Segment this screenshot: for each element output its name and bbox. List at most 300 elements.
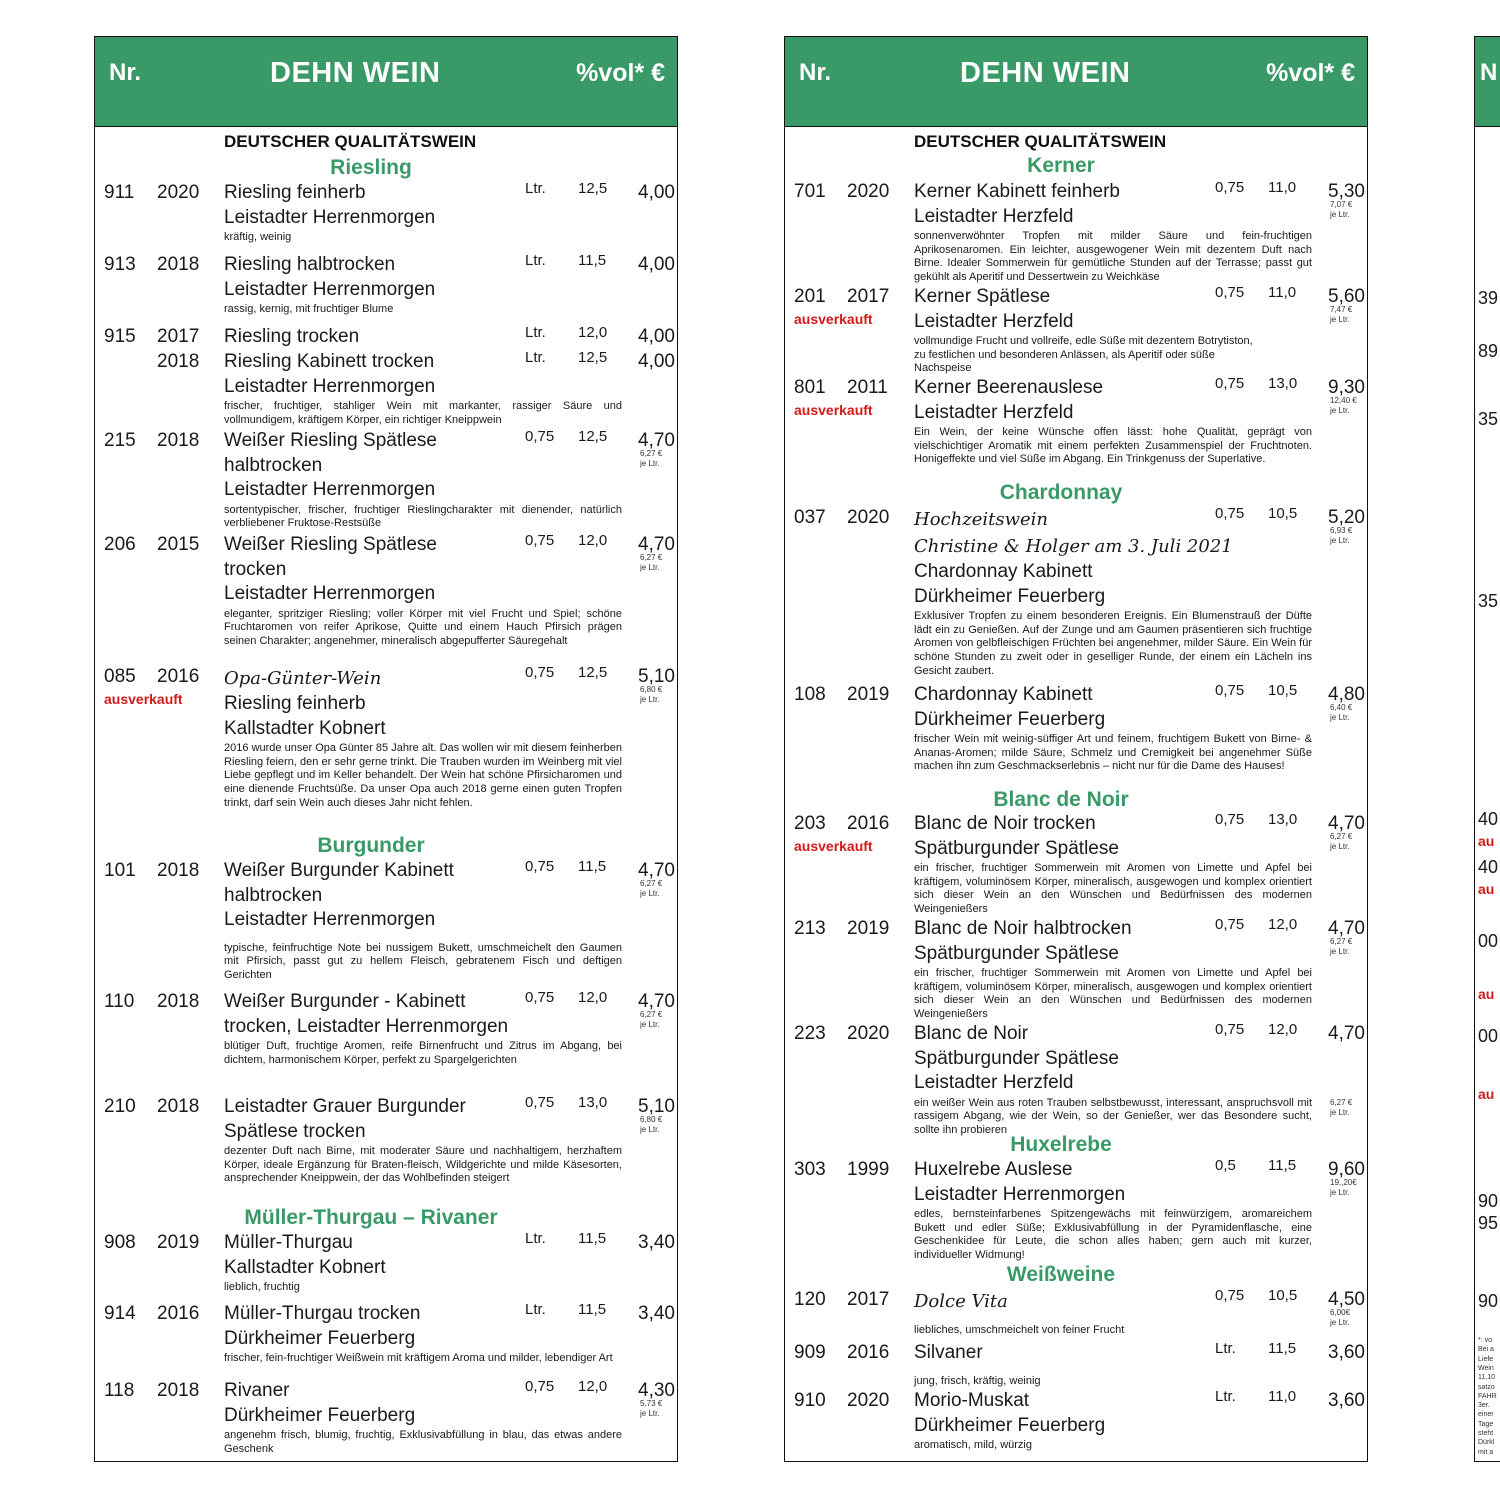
wine-vintage: 2018 xyxy=(157,860,200,881)
wine-tasting-notes: Exklusiver Tropfen zu einem besonderen Ereignis. Ein Blumenstrauß der Düfte lädt ein zu Genießen. Auf der Zunge und am Gaumen präsentieren sich fruchtige Aromen von gelbfleischigen Früchten bei angenehmer, milder Säure. Ein Wein für schöne Stunden zu zweit oder in geselliger Runde, der einem ein Lächeln ins Gesicht zaubert. xyxy=(914,610,1312,677)
wine-tasting-notes: aromatisch, mild, würzig xyxy=(914,1439,1032,1451)
wine-number: 914 xyxy=(104,1303,136,1324)
wine-special-name: Opa-Günter-Wein xyxy=(224,668,382,689)
wine-name: Blanc de Noir halbtrocken xyxy=(914,918,1132,939)
price-per-liter-unit: je Ltr. xyxy=(1330,713,1350,722)
category-heading: Burgunder xyxy=(317,834,425,857)
price-per-liter-unit: je Ltr. xyxy=(640,1020,660,1029)
price: 4,70 xyxy=(638,991,675,1012)
wine-description-block xyxy=(914,1341,1312,1388)
wine-number-fragment: 40 xyxy=(1478,857,1499,877)
wine-tasting-notes: frischer Wein mit weinig-süffiger Art und feinem, fruchtigem Bukett von Birne- & Ananas-Aromen; milde Säure, Schmelz und Cremigkeit bei angenehmer Süße machen ihn zum Geschmackserlebnis – nicht nur für die Dame des Hauses! xyxy=(914,733,1312,773)
wine-name: Spätlese trocken xyxy=(224,1120,366,1142)
wine-tasting-notes: dezenter Duft nach Birne, mit moderater Säure und nachhaltigem, herzhaftem Körper, ideale Ergänzung für Braten-fleisch, Wildgerichte und milde Käsesorten, ansprechender Kneippwein, der das Wohlbefinden steigert xyxy=(224,1145,622,1185)
wine-number: 701 xyxy=(794,181,826,202)
wine-vintage: 2016 xyxy=(847,813,890,834)
wine-vintage: 2017 xyxy=(157,326,200,347)
wine-description-block xyxy=(914,1158,1312,1263)
wine-name: Leistadter Grauer Burgunder xyxy=(224,1096,466,1117)
wine-vintage: 2015 xyxy=(157,534,200,555)
bottle-volume: 0,75 xyxy=(1215,1021,1245,1038)
price-per-liter-value: 6,27 € xyxy=(1330,1098,1353,1107)
wine-description-block xyxy=(224,253,622,317)
alcohol-percent: 12,0 xyxy=(578,989,608,1006)
wine-number-fragment: 95 xyxy=(1478,1213,1499,1233)
wine-region: Leistadter Herrenmorgen xyxy=(224,909,436,930)
wine-name: Weißer Burgunder Kabinett xyxy=(224,860,454,881)
footnote-fragment: einer xyxy=(1478,1411,1494,1419)
wine-name: Müller-Thurgau xyxy=(224,1232,353,1253)
bottle-volume: 0,75 xyxy=(525,858,555,875)
wine-vintage: 2020 xyxy=(847,1390,890,1411)
wine-description-block xyxy=(224,665,622,811)
bottle-volume: 0,75 xyxy=(525,989,555,1006)
alcohol-percent: 11,5 xyxy=(1268,1340,1297,1357)
wine-vintage: 2017 xyxy=(847,286,890,307)
price-per-liter-unit: je Ltr. xyxy=(1330,210,1350,219)
price-per-liter-value: 7,47 € xyxy=(1330,305,1353,314)
wine-number-fragment: 00 xyxy=(1478,931,1499,951)
footnote-fragment: Dürkl xyxy=(1478,1439,1495,1447)
sold-out-badge: ausverkauft xyxy=(794,311,873,327)
category-heading: Blanc de Noir xyxy=(993,788,1129,811)
wine-tasting-notes: 2016 wurde unser Opa Günter 85 Jahre alt. Das wollen wir mit diesem feinherben Riesling feiern, den er sehr gerne trinkt. Die Trauben wurden im Weinberg mit viel Liebe gepflegt und im Keller behandelt. Der Wein hat schöne Pfirsicharomen und eine dienende Fruchtsüße. Da unser Opa auch 2018 gerne einen guten Tropfen trinkt, darf sein Wein auch dieses Jahr nicht fehlen. xyxy=(224,742,622,809)
wine-name: Kerner Spätlese xyxy=(914,286,1051,307)
wine-description-block xyxy=(914,1288,1312,1338)
price-per-liter-unit: je Ltr. xyxy=(640,695,660,704)
wine-description-block xyxy=(914,506,1312,679)
wine-vintage: 2018 xyxy=(157,1380,200,1401)
price-per-liter-unit: je Ltr. xyxy=(1330,1108,1350,1117)
price-per-liter xyxy=(1330,396,1357,416)
price-per-liter-value: 6,80 € xyxy=(640,1115,663,1124)
wine-description-block xyxy=(224,533,622,649)
price: 4,70 xyxy=(638,430,675,451)
wine-vintage: 2020 xyxy=(157,182,200,203)
price: 4,70 xyxy=(1328,1023,1365,1044)
wine-name: Rivaner xyxy=(224,1380,290,1401)
wine-name: Riesling feinherb xyxy=(224,182,366,203)
price-per-liter xyxy=(640,879,662,899)
sold-out-badge-fragment: au xyxy=(1478,1086,1495,1102)
price-per-liter xyxy=(1330,937,1352,957)
wine-tasting-notes: typische, feinfruchtige Note bei nussigem Bukett, umschmeichelt den Gaumen mit Pfirsich, passt gut zu hellem Fleisch, gebratenem Fisch und deftigen Gerichten xyxy=(224,941,622,981)
wine-description-block xyxy=(914,376,1312,467)
wine-region: Dürkheimer Feuerberg xyxy=(914,1414,1106,1436)
wine-name: Silvaner xyxy=(914,1342,983,1363)
wine-number: 908 xyxy=(104,1232,136,1253)
wine-region: Leistadter Herzfeld xyxy=(914,310,1074,332)
alcohol-percent: 12,0 xyxy=(578,532,608,549)
wine-name: Riesling halbtrocken xyxy=(224,254,396,275)
wine-number: 085 xyxy=(104,666,136,687)
wine-region: Dürkheimer Feuerberg xyxy=(914,585,1106,607)
wine-number: 913 xyxy=(104,254,136,275)
wine-tasting-notes: liebliches, umschmeichelt von feiner Frucht xyxy=(914,1324,1125,1336)
wine-number: 303 xyxy=(794,1159,826,1180)
price-per-liter-value: 6,27 € xyxy=(640,553,663,562)
wine-description-block xyxy=(914,1022,1312,1138)
section-label: DEUTSCHER QUALITÄTSWEIN xyxy=(224,132,477,151)
price-per-liter-unit: je Ltr. xyxy=(1330,947,1350,956)
alcohol-percent: 10,5 xyxy=(1268,505,1298,522)
wine-name: Kerner Beerenauslese xyxy=(914,377,1104,398)
price-per-liter-unit: je Ltr. xyxy=(640,1125,660,1134)
price: 4,00 xyxy=(638,326,675,347)
wine-description-block xyxy=(914,1389,1312,1453)
column-header xyxy=(1475,37,1500,127)
alcohol-percent: 12,5 xyxy=(578,349,608,366)
alcohol-percent: 11,0 xyxy=(1268,284,1297,301)
alcohol-percent: 11,5 xyxy=(578,858,607,875)
wine-number-fragment: 35 xyxy=(1478,591,1499,611)
category-heading: Riesling xyxy=(330,156,412,179)
footnote-fragment: 3er. xyxy=(1478,1402,1490,1410)
alcohol-percent: 12,5 xyxy=(578,180,608,197)
sold-out-badge: ausverkauft xyxy=(794,402,873,418)
price-per-liter-unit: je Ltr. xyxy=(1330,536,1350,545)
bottle-volume: Ltr. xyxy=(525,1230,546,1247)
footnote-fragment: Tage xyxy=(1478,1420,1494,1428)
price: 3,60 xyxy=(1328,1342,1365,1363)
footnote-fragment: Bei a xyxy=(1478,1346,1494,1354)
category-heading: Chardonnay xyxy=(999,481,1123,504)
price-per-liter xyxy=(640,553,662,573)
wine-number: 110 xyxy=(104,991,135,1012)
wine-number: 120 xyxy=(794,1289,826,1310)
price-per-liter-unit: je Ltr. xyxy=(640,889,660,898)
wine-region: Leistadter Herrenmorgen xyxy=(914,1183,1126,1205)
wine-region: Leistadter Herzfeld xyxy=(914,1072,1074,1093)
wine-vintage: 2011 xyxy=(847,377,888,398)
wine-special-name: Hochzeitswein xyxy=(914,509,1048,530)
wine-tasting-notes: blütiger Duft, fruchtige Aromen, reife Birnenfrucht und Zitrus im Abgang, bei dichtem, harmonischem Körper, perfekt zu Spargelgerichten xyxy=(224,1040,622,1066)
price-per-liter xyxy=(1330,526,1352,546)
wine-vintage: 2018 xyxy=(157,1096,200,1117)
bottle-volume: 0,75 xyxy=(1215,505,1245,522)
wine-name: halbtrocken xyxy=(224,884,323,906)
wine-number: 101 xyxy=(104,860,136,881)
price: 4,80 xyxy=(1328,684,1365,705)
wine-tasting-notes: angenehm frisch, blumig, fruchtig, Exklusivabfüllung in blau, das etwas andere Geschenk xyxy=(224,1429,622,1455)
wine-list-column-1 xyxy=(94,36,678,1462)
wine-vintage: 2020 xyxy=(847,1023,890,1044)
wine-tasting-notes: sortentypischer, frischer, fruchtiger Rieslingcharakter mit dienender, natürlich verbliebener Fruktose-Restsüße xyxy=(224,503,622,530)
price-per-liter-value: 12,40 € xyxy=(1330,396,1357,405)
wine-special-name: Dolce Vita xyxy=(914,1291,1008,1312)
wine-region: Kallstadter Kobnert xyxy=(224,717,386,739)
wine-vintage: 2016 xyxy=(157,666,200,687)
alcohol-percent: 11,5 xyxy=(578,1230,607,1247)
price: 5,30 xyxy=(1328,181,1365,202)
bottle-volume: Ltr. xyxy=(1215,1388,1236,1405)
bottle-volume: 0,75 xyxy=(525,664,555,681)
price: 3,40 xyxy=(638,1232,675,1253)
wine-vintage: 2020 xyxy=(847,181,890,202)
header-vol-price: %vol* € xyxy=(576,59,665,87)
wine-region: Leistadter Herrenmorgen xyxy=(224,583,436,604)
alcohol-percent: 11,5 xyxy=(578,252,607,269)
wine-tasting-notes: edles, bernsteinfarbenes Spitzengewächs mit feinwürzigem, aromareichem Bukett und edler Süße; Exklusivabfüllung in der Pyramidenflasche, eine Geschenkidee für Leute, die schon alles haben; gern auch mit kurzer, individueller Widmung! xyxy=(914,1208,1312,1262)
wine-tasting-notes: Ein Wein, der keine Wünsche offen lässt: hohe Qualität, geprägt von vielschichtiger Aromatik mit einem perfekten Zusammenspiel der Fruchtnoten. Honigeffekte und viel Süße im Abgang. Ein Trinkgenuss der Superlative. xyxy=(914,426,1312,466)
wine-number: 210 xyxy=(104,1096,136,1117)
price: 4,30 xyxy=(638,1380,675,1401)
wine-tasting-notes: rassig, kernig, mit fruchtiger Blume xyxy=(224,303,394,315)
price: 4,00 xyxy=(638,351,675,372)
sold-out-badge-fragment: au xyxy=(1478,881,1495,897)
wine-vintage: 2016 xyxy=(847,1342,890,1363)
alcohol-percent: 13,0 xyxy=(1268,811,1298,828)
bottle-volume: Ltr. xyxy=(1215,1340,1236,1357)
wine-tasting-notes: ein weißer Wein aus roten Trauben selbstbewusst, interessant, anspruchsvoll mit rassigem Abgang, wie der Wein, so der Genießer, wer das Besondere sucht, sollte ihn probieren xyxy=(914,1096,1312,1136)
price-per-liter xyxy=(1330,832,1352,852)
bottle-volume: Ltr. xyxy=(525,180,546,197)
wine-region: Leistadter Herrenmorgen xyxy=(224,479,436,500)
alcohol-percent: 12,5 xyxy=(578,664,608,681)
wine-tasting-notes: vollmundige Frucht und vollreife, edle Süße mit dezentem Botrytiston, zu festlichen und besonderen Anlässen, als Aperitif oder süße Nachspeise xyxy=(914,335,1253,375)
wine-vintage: 2019 xyxy=(847,684,890,705)
alcohol-percent: 12,5 xyxy=(578,428,608,445)
price: 3,40 xyxy=(638,1303,675,1324)
wine-tasting-notes: sonnenverwöhnter Tropfen mit milder Säure und fein-fruchtigen Aprikosenaromen. Ein leichter, ausgewogener Wein mit dezentem Duft nach Birne. Idealer Sommerwein für gemütliche Stunden auf der Terrasse; passt gut gekühlt als Aperitif und Dessertwein zu Weichkäse xyxy=(914,230,1312,284)
wine-number-fragment: 89 xyxy=(1478,341,1499,361)
wine-number: 108 xyxy=(794,684,826,705)
alcohol-percent: 13,0 xyxy=(1268,375,1298,392)
price-per-liter-unit: je Ltr. xyxy=(1330,1188,1350,1197)
price: 9,30 xyxy=(1328,377,1365,398)
price: 5,60 xyxy=(1328,286,1365,307)
price: 5,10 xyxy=(638,1096,675,1117)
wine-name: Blanc de Noir xyxy=(914,1023,1029,1044)
footnote-fragment: 11,10 xyxy=(1478,1374,1495,1382)
alcohol-percent: 11,0 xyxy=(1268,1388,1297,1405)
wine-tasting-notes: frischer, fein-fruchtiger Weißwein mit kräftigem Aroma und milder, lebendiger Art xyxy=(224,1352,613,1364)
sold-out-badge: ausverkauft xyxy=(794,838,873,854)
wine-number-fragment: 00 xyxy=(1478,1026,1499,1046)
wine-number: 910 xyxy=(794,1390,826,1411)
wine-name: Kerner Kabinett feinherb xyxy=(914,181,1120,202)
price-per-liter-unit: je Ltr. xyxy=(640,459,660,468)
wine-tasting-notes: ein frischer, fruchtiger Sommerwein mit Aromen von Limette und Apfel bei kräftigem, voluminösem Körper, mineralisch, ausgewogen und komplex orientiert sich dieser Wein an den Wünschen und Bedürfnissen des modernen Weingenießers xyxy=(914,862,1312,916)
price-per-liter-value: 6,27 € xyxy=(1330,832,1353,841)
footnote-fragment: mit a xyxy=(1478,1448,1494,1456)
wine-number: 201 xyxy=(794,286,826,307)
wine-name: Blanc de Noir trocken xyxy=(914,813,1096,834)
price: 4,70 xyxy=(1328,813,1365,834)
bottle-volume: 0,75 xyxy=(525,1378,555,1395)
wine-vintage: 2018 xyxy=(157,991,200,1012)
bottle-volume: 0,75 xyxy=(1215,682,1245,699)
bottle-volume: 0,75 xyxy=(1215,284,1245,301)
wine-description-block xyxy=(224,350,622,427)
wine-number-fragment: 40 xyxy=(1478,809,1499,829)
wine-region: Dürkheimer Feuerberg xyxy=(914,708,1106,730)
header-vol-price: %vol* € xyxy=(1266,59,1355,87)
header-nr: Nr. xyxy=(799,59,832,86)
wine-tasting-notes: eleganter, spritziger Riesling; voller Körper mit viel Frucht und Spiel; schöne Fruchtaromen von reifer Aprikose, Quitte und einem Hauch Pfirsich prägen seinen Charakter; angenehmer, mineralisch abgepufferter Säuregehalt xyxy=(224,607,622,647)
wine-list-column-3-partial xyxy=(1474,36,1500,1462)
price-per-liter-value: 6,80 € xyxy=(640,685,663,694)
wine-vintage: 2018 xyxy=(157,430,200,451)
alcohol-percent: 10,5 xyxy=(1268,682,1298,699)
price: 4,70 xyxy=(638,534,675,555)
wine-description-block xyxy=(224,181,622,245)
spacer xyxy=(224,933,622,941)
price-per-liter-value: 6,27 € xyxy=(640,879,663,888)
wine-name: Chardonnay Kabinett xyxy=(914,684,1093,705)
wine-name: Huxelrebe Auslese xyxy=(914,1159,1073,1180)
wine-region: Leistadter Herzfeld xyxy=(914,205,1074,227)
price-per-liter-value: 6,40 € xyxy=(1330,703,1353,712)
wine-number: 909 xyxy=(794,1342,826,1363)
price-per-liter xyxy=(1330,200,1352,220)
wine-name: Weißer Riesling Spätlese xyxy=(224,534,437,555)
price-per-liter-unit: je Ltr. xyxy=(1330,842,1350,851)
wine-list-column-2 xyxy=(784,36,1368,1462)
wine-description-block xyxy=(224,1231,622,1295)
wine-tasting-notes: lieblich, fruchtig xyxy=(224,1281,300,1293)
price: 4,70 xyxy=(638,860,675,881)
alcohol-percent: 10,5 xyxy=(1268,1287,1298,1304)
wine-name: Weißer Burgunder - Kabinett xyxy=(224,991,466,1012)
wine-tasting-notes: kräftig, weinig xyxy=(224,231,292,243)
price-per-liter xyxy=(1330,1098,1352,1118)
price-per-liter xyxy=(640,1010,662,1030)
price-per-liter xyxy=(640,1115,662,1135)
wine-name: Riesling trocken xyxy=(224,326,360,347)
price-per-liter-unit: je Ltr. xyxy=(640,1409,660,1418)
price-per-liter-value: 6,27 € xyxy=(640,449,663,458)
wine-vintage: 2018 xyxy=(157,254,200,275)
sold-out-badge: ausverkauft xyxy=(104,691,183,707)
wine-number: 911 xyxy=(104,182,135,203)
price-per-liter xyxy=(640,685,662,705)
wine-name: Riesling feinherb xyxy=(224,693,366,714)
price-per-liter xyxy=(640,449,662,469)
alcohol-percent: 13,0 xyxy=(578,1094,608,1111)
footnote-fragment: steht xyxy=(1478,1430,1494,1437)
price-per-liter-value: 6,93 € xyxy=(1330,526,1353,535)
bottle-volume: Ltr. xyxy=(525,349,546,366)
wine-description-block xyxy=(224,859,622,983)
wine-region: Kallstadter Kobnert xyxy=(224,1256,386,1278)
wine-name: Riesling Kabinett trocken xyxy=(224,351,435,372)
price-per-liter-value: 5,73 € xyxy=(640,1399,663,1408)
wine-vintage: 2016 xyxy=(157,1303,200,1324)
wine-description-block xyxy=(224,1379,622,1456)
alcohol-percent: 12,0 xyxy=(578,1378,608,1395)
price-per-liter-unit: je Ltr. xyxy=(1330,1318,1350,1327)
footnote-fragment: Liefe xyxy=(1478,1355,1494,1363)
bottle-volume: 0,75 xyxy=(1215,811,1245,828)
wine-description-block xyxy=(224,325,622,350)
price-per-liter xyxy=(1330,1308,1350,1328)
price-per-liter xyxy=(1330,703,1352,723)
wine-region: Dürkheimer Feuerberg xyxy=(224,1327,416,1349)
price: 4,00 xyxy=(638,254,675,275)
wine-number: 223 xyxy=(794,1023,826,1044)
wine-description-block xyxy=(224,1095,622,1186)
wine-description-block xyxy=(224,990,622,1067)
wine-name: Müller-Thurgau trocken xyxy=(224,1303,421,1324)
wine-name: trocken xyxy=(224,558,287,580)
wine-number-fragment: 35 xyxy=(1478,409,1499,429)
footnote-fragment: *: vo xyxy=(1478,1337,1493,1344)
wine-tasting-notes: jung, frisch, kräftig, weinig xyxy=(914,1374,1041,1387)
price-per-liter xyxy=(1330,1178,1357,1198)
wine-description-block xyxy=(914,180,1312,285)
wine-number: 203 xyxy=(794,813,826,834)
wine-number: 213 xyxy=(794,918,826,939)
wine-tasting-notes: frischer, fruchtiger, stahliger Wein mit markanter, rassiger Säure und vollmundigem, kräftigem Körper, ein richtiger Kneippwein xyxy=(224,400,622,426)
footnote-fragment: satzo xyxy=(1478,1383,1495,1391)
price-per-liter-unit: je Ltr. xyxy=(1330,406,1350,415)
price-per-liter xyxy=(1330,305,1352,325)
alcohol-percent: 12,0 xyxy=(1268,916,1298,933)
price: 4,00 xyxy=(638,182,675,203)
category-heading: Weißweine xyxy=(1006,1263,1116,1286)
alcohol-percent: 12,0 xyxy=(1268,1021,1298,1038)
price-per-liter-unit: je Ltr. xyxy=(640,563,660,572)
category-heading: Kerner xyxy=(1027,154,1095,177)
wine-region: Spätburgunder Spätlese xyxy=(914,1047,1119,1069)
wine-number: 215 xyxy=(104,430,136,451)
sold-out-badge-fragment: au xyxy=(1478,833,1495,849)
bottle-volume: Ltr. xyxy=(525,1301,546,1318)
wine-region: Spätburgunder Spätlese xyxy=(914,942,1119,964)
alcohol-percent: 11,5 xyxy=(1268,1157,1297,1174)
wine-tasting-notes: ein frischer, fruchtiger Sommerwein mit Aromen von Limette und Apfel bei kräftigem, voluminösem Körper, mineralisch, ausgewogen und komplex orientiert sich dieser Wein an den Wünschen und Bedürfnissen des modernen Weingenießers xyxy=(914,967,1312,1021)
wine-region: Leistadter Herrenmorgen xyxy=(224,375,436,397)
wine-description-block xyxy=(914,285,1312,376)
bottle-volume: 0,75 xyxy=(525,532,555,549)
wine-description-block xyxy=(914,683,1312,774)
price-per-liter-value: 7,07 € xyxy=(1330,200,1353,209)
bottle-volume: 0,75 xyxy=(1215,375,1245,392)
wine-name: Chardonnay Kabinett xyxy=(914,561,1093,582)
price: 9,60 xyxy=(1328,1159,1365,1180)
price-per-liter-value: 6,27 € xyxy=(1330,937,1353,946)
header-title: DEHN WEIN xyxy=(270,57,441,89)
price: 5,10 xyxy=(638,666,675,687)
price-per-liter xyxy=(640,1399,662,1419)
wine-vintage: 2018 xyxy=(157,351,200,372)
header-title: DEHN WEIN xyxy=(960,57,1131,89)
wine-number: 118 xyxy=(104,1380,135,1401)
wine-number-fragment: 90 xyxy=(1478,1191,1499,1211)
wine-name: trocken, Leistadter Herrenmorgen xyxy=(224,1015,509,1037)
bottle-volume: 0,75 xyxy=(1215,179,1245,196)
price-per-liter-unit: je Ltr. xyxy=(1330,315,1350,324)
price: 5,20 xyxy=(1328,507,1365,528)
price-per-liter-value: 19,,20€ xyxy=(1330,1178,1357,1187)
price: 4,50 xyxy=(1328,1289,1365,1310)
wine-number: 206 xyxy=(104,534,136,555)
category-heading: Huxelrebe xyxy=(1010,1133,1112,1156)
wine-region: Leistadter Herzfeld xyxy=(914,401,1074,423)
wine-region: Dürkheimer Feuerberg xyxy=(224,1404,416,1426)
bottle-volume: Ltr. xyxy=(525,324,546,341)
wine-region: Spätburgunder Spätlese xyxy=(914,837,1119,859)
bottle-volume: 0,75 xyxy=(525,1094,555,1111)
alcohol-percent: 12,0 xyxy=(578,324,608,341)
wine-region: Leistadter Herrenmorgen xyxy=(224,206,436,228)
wine-description-block xyxy=(224,1302,622,1366)
bottle-volume: Ltr. xyxy=(525,252,546,269)
wine-number-fragment: 39 xyxy=(1478,288,1499,308)
wine-vintage: 2019 xyxy=(157,1232,200,1253)
wine-vintage: 1999 xyxy=(847,1159,890,1180)
